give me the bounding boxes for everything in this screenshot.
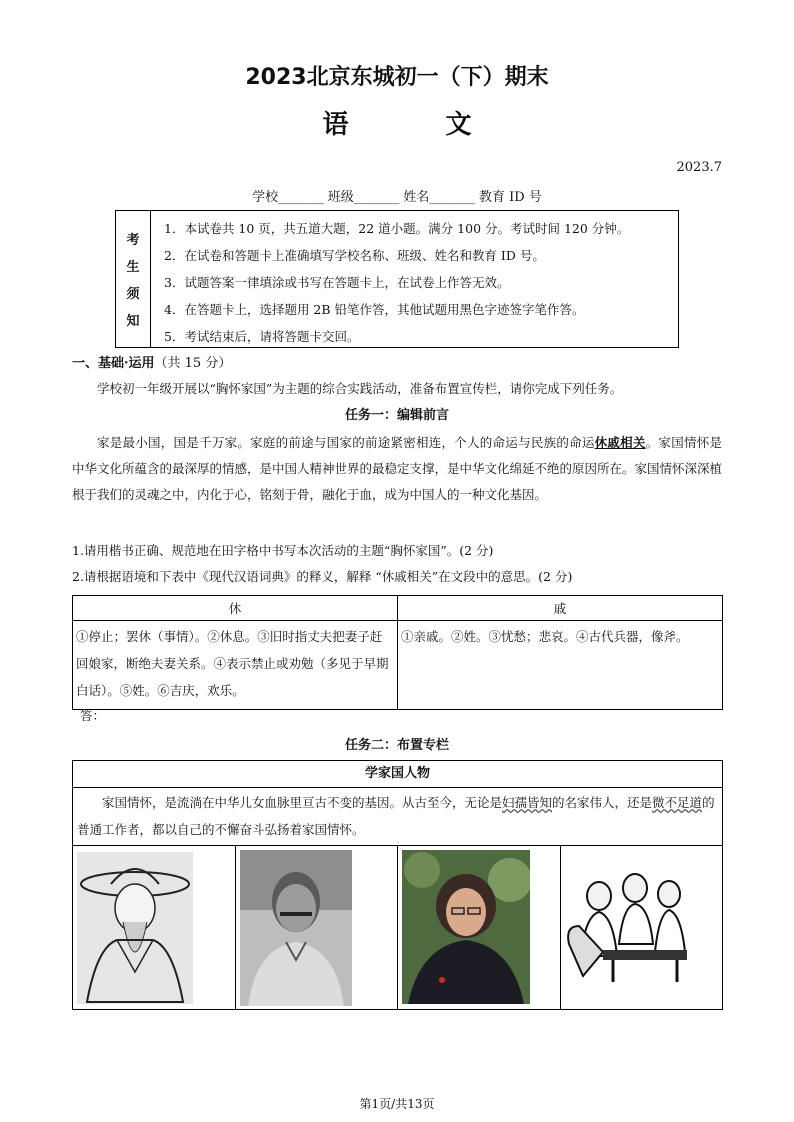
portrait-cell bbox=[73, 846, 236, 1010]
feature-column-box bbox=[72, 760, 723, 1010]
dictionary-table bbox=[72, 595, 723, 710]
black-white-portrait-photo bbox=[240, 850, 352, 1006]
notice-heading-char: 生 bbox=[126, 260, 140, 275]
portrait-cell bbox=[236, 846, 399, 1010]
exam-notice-box bbox=[115, 210, 679, 348]
passage-part: 。家国情怀是中华文化所蕴含的最深厚的情感，是中国人精神世界的最稳定支撑，是中华文化绵延不绝的原因所在。家国情怀深深植根于我们的灵魂之中，内化于心，铭刻于骨，融化于血，成为中国人的一种文化基因。 bbox=[72, 435, 723, 502]
task1-passage bbox=[72, 430, 722, 508]
feature-column-title: 学家国人物 bbox=[73, 761, 722, 788]
notice-heading-char: 知 bbox=[126, 314, 140, 329]
text-part: 的名家伟人，还是 bbox=[552, 795, 653, 810]
wavy-underlined-phrase: 妇孺皆知 bbox=[502, 795, 553, 810]
notice-heading-char: 考 bbox=[126, 233, 140, 248]
section-heading-text: 一、基础·运用 bbox=[72, 356, 155, 371]
section-intro: 学校初一年级开展以“胸怀家国”为主题的综合实践活动，准备布置宣传栏，请你完成下列任务。 bbox=[97, 381, 623, 396]
portrait-cell bbox=[561, 846, 723, 1010]
student-info-fields: 学校_______ 班级_______ 姓名_______ 教育 ID 号 bbox=[252, 190, 542, 205]
wavy-underlined-phrase: 微不足道 bbox=[652, 795, 703, 810]
question-1: 1.请用楷书正确、规范地在田字格中书写本次活动的主题“胸怀家国”。(2 分) bbox=[72, 543, 494, 558]
answer-label: 答： bbox=[80, 708, 106, 723]
notice-heading bbox=[116, 211, 151, 347]
task1-title: 任务一：编辑前言 bbox=[344, 408, 449, 423]
notice-heading-char: 须 bbox=[126, 287, 140, 302]
table-header: 戚 bbox=[398, 596, 723, 621]
page-title: 2023北京东城初一（下）期末 bbox=[245, 65, 549, 90]
notice-item: 5．考试结束后，请将答题卡交回。 bbox=[164, 329, 360, 344]
text-part: 家国情怀，是流淌在中华儿女血脉里亘古不变的基因。从古至今，无论是 bbox=[102, 795, 503, 810]
notice-item: 4．在答题卡上，选择题用 2B 铅笔作答，其他试题用黑色字迹签字笔作答。 bbox=[164, 302, 585, 317]
feature-column-text bbox=[77, 789, 718, 843]
notice-item: 1．本试卷共 10 页，共五道大题，22 道小题。满分 100 分。考试时间 120 分钟。 bbox=[164, 221, 630, 236]
portrait-row bbox=[73, 845, 722, 1010]
task2-title: 任务二：布置专栏 bbox=[344, 738, 449, 753]
table-header: 休 bbox=[73, 596, 398, 621]
notice-item: 2．在试卷和答题卡上准确填写学校名称、班级、姓名和教育 ID 号。 bbox=[164, 248, 545, 263]
subject-title: 语 文 bbox=[322, 110, 516, 140]
notice-list bbox=[164, 215, 629, 350]
passage-part: 家是最小国，国是千万家。家庭的前途与国家的前途紧密相连，个人的命运与民族的命运 bbox=[97, 435, 595, 450]
medical-workers-sketch bbox=[563, 866, 693, 986]
color-portrait-photo bbox=[402, 850, 530, 1004]
table-cell-qi: ①亲戚。②姓。③忧愁；悲哀。④古代兵器，像斧。 bbox=[398, 621, 723, 710]
section-points: （共 15 分） bbox=[154, 356, 232, 371]
question-2: 2.请根据语境和下表中《现代汉语词典》的释义，解释 “休戚相关”在文段中的意思。(2 分) bbox=[72, 569, 573, 584]
text-part: 的普通工作者，都以自己的不懈奋斗弘扬着家国情怀。 bbox=[77, 795, 715, 837]
page-footer: 第1页/共13页 bbox=[359, 1097, 435, 1111]
table-cell-xiu: ①停止；罢休（事情）。②休息。③旧时指丈夫把妻子赶回娘家，断绝夫妻关系。④表示禁止或劝勉（多见于早期白话）。⑤姓。⑥吉庆，欢乐。 bbox=[73, 621, 398, 710]
ancient-scholar-sketch bbox=[77, 852, 193, 1004]
portrait-cell bbox=[398, 846, 561, 1010]
emphasized-phrase: 休戚相关 bbox=[594, 435, 646, 450]
notice-item: 3．试题答案一律填涂或书写在答题卡上，在试卷上作答无效。 bbox=[164, 275, 510, 290]
section-heading bbox=[72, 352, 231, 371]
exam-date: 2023.7 bbox=[676, 160, 722, 175]
